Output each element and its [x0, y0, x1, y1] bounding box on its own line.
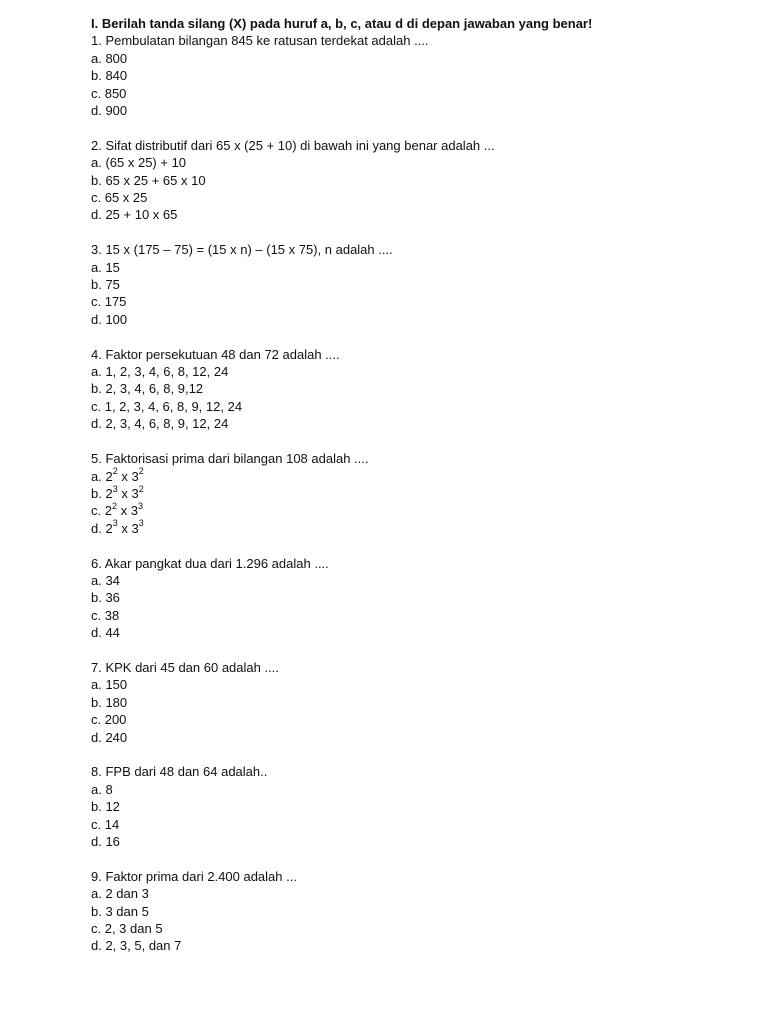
operator: x: [117, 520, 132, 536]
question-text: 6. Akar pangkat dua dari 1.296 adalah ....: [91, 555, 329, 571]
option-b: b. 840: [91, 68, 128, 84]
exponent: 2: [112, 466, 118, 477]
option-a: a. 15: [91, 259, 120, 275]
operator: x: [116, 503, 131, 519]
base: 2: [105, 485, 113, 501]
base: 2: [104, 503, 112, 519]
question-text: 9. Faktor prima dari 2.400 adalah ...: [91, 868, 297, 884]
question-text: 5. Faktorisasi prima dari bilangan 108 adalah ....: [91, 451, 369, 467]
question-text: 3. 15 x (175 – 75) = (15 x n) – (15 x 75), n adalah ....: [91, 242, 393, 258]
base: 3: [131, 520, 139, 536]
question-7: [91, 659, 751, 746]
question-5: [91, 450, 751, 537]
option-prefix: a.: [91, 468, 106, 484]
option-c: c. 200: [91, 712, 127, 728]
option-b: [91, 485, 751, 502]
question-text: 1. Pembulatan bilangan 845 ke ratusan terdekat adalah ....: [91, 33, 429, 49]
option-d: d. 2, 3, 5, dan 7: [91, 938, 182, 954]
option-b: b. 3 dan 5: [91, 903, 149, 919]
option-b: b. 36: [91, 590, 120, 606]
option-c: c. 14: [91, 816, 120, 832]
option-b: b. 65 x 25 + 65 x 10: [91, 172, 206, 188]
exponent: 3: [112, 483, 118, 494]
base: 2: [105, 468, 113, 484]
question-2: [91, 137, 751, 224]
option-b: b. 12: [91, 799, 120, 815]
option-a: a. (65 x 25) + 10: [91, 155, 187, 171]
option-b: b. 2, 3, 4, 6, 8, 9,12: [91, 381, 204, 397]
option-d: d. 900: [91, 103, 128, 119]
operator: x: [117, 468, 132, 484]
base: 3: [131, 468, 139, 484]
option-d: [91, 520, 751, 537]
option-a: a. 800: [91, 50, 128, 66]
exponent: 3: [137, 500, 143, 511]
question-3: [91, 241, 751, 328]
worksheet-content: [91, 15, 751, 972]
option-c: c. 2, 3 dan 5: [91, 921, 163, 936]
option-d: d. 2, 3, 4, 6, 8, 9, 12, 24: [91, 416, 229, 432]
option-d: d. 240: [91, 729, 128, 745]
exponent: 2: [111, 500, 117, 511]
question-text: 4. Faktor persekutuan 48 dan 72 adalah ....: [91, 346, 340, 362]
question-8: [91, 763, 751, 850]
option-b: b. 75: [91, 277, 120, 293]
exponent: 3: [112, 518, 118, 529]
option-a: a. 8: [91, 781, 113, 797]
option-c: c. 175: [91, 294, 127, 310]
instruction-heading: I. Berilah tanda silang (X) pada huruf a, b, c, atau d di depan jawaban yang benar!: [91, 16, 593, 31]
question-text: 7. KPK dari 45 dan 60 adalah ....: [91, 659, 279, 675]
base: 3: [130, 503, 138, 519]
option-d: d. 16: [91, 833, 120, 849]
option-d: d. 44: [91, 625, 120, 641]
exponent: 2: [138, 483, 144, 494]
question-6: [91, 555, 751, 642]
exponent: 3: [138, 518, 144, 529]
operator: x: [117, 485, 132, 501]
option-prefix: c.: [91, 503, 105, 519]
option-prefix: b.: [91, 485, 106, 501]
option-c: c. 38: [91, 607, 120, 623]
question-4: [91, 346, 751, 433]
option-d: d. 100: [91, 311, 128, 327]
base: 2: [105, 520, 113, 536]
option-b: b. 180: [91, 694, 128, 710]
option-c: c. 850: [91, 85, 127, 101]
option-a: a. 34: [91, 572, 120, 588]
option-prefix: d.: [91, 520, 106, 536]
question-text: 8. FPB dari 48 dan 64 adalah..: [91, 764, 268, 780]
question-1: [91, 32, 751, 119]
option-a: a. 1, 2, 3, 4, 6, 8, 12, 24: [91, 364, 229, 380]
option-a: [91, 468, 751, 485]
option-d: d. 25 + 10 x 65: [91, 207, 178, 223]
option-a: a. 2 dan 3: [91, 886, 149, 902]
base: 3: [131, 485, 139, 501]
option-c: [91, 502, 751, 519]
option-c: c. 65 x 25: [91, 190, 148, 206]
question-text: 2. Sifat distributif dari 65 x (25 + 10) di bawah ini yang benar adalah ...: [91, 137, 495, 153]
option-a: a. 150: [91, 677, 128, 693]
option-c: c. 1, 2, 3, 4, 6, 8, 9, 12, 24: [91, 398, 243, 414]
question-9: [91, 868, 751, 955]
exponent: 2: [138, 466, 144, 477]
